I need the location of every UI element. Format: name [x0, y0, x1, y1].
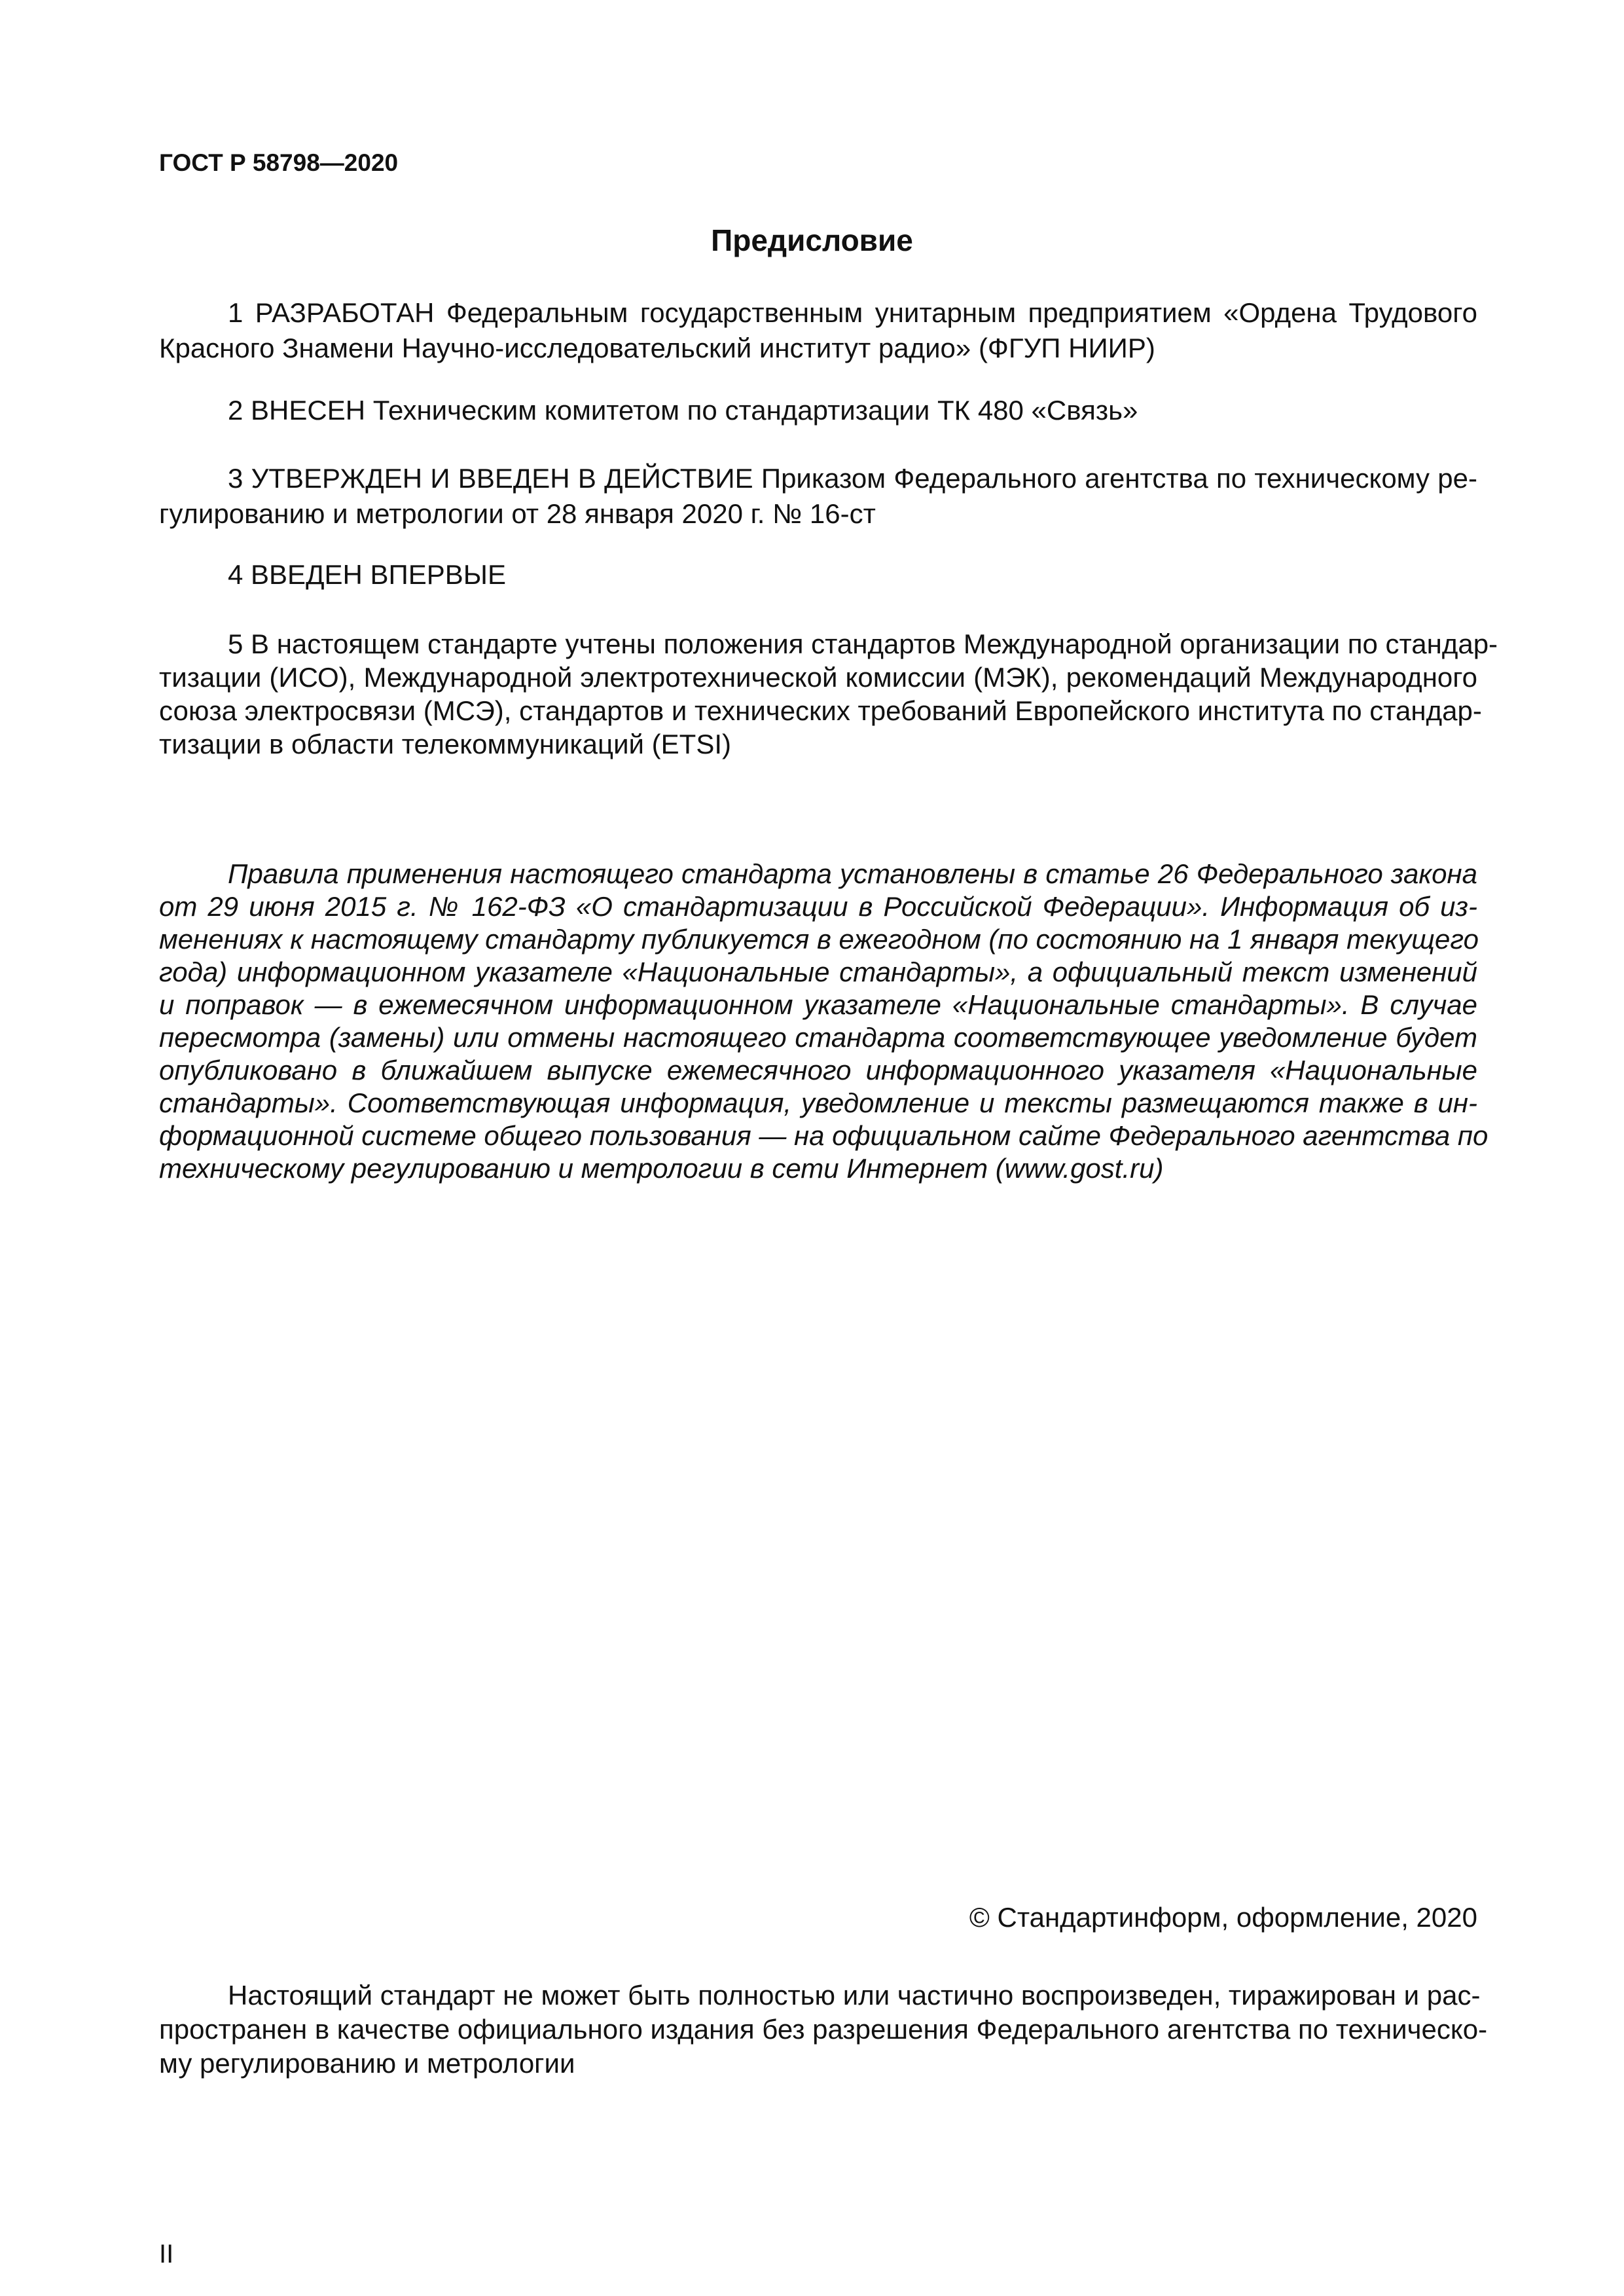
notice-line-3: менениях к настоящему стандарту публикуется в ежегодном (по состоянию на 1 января текущего	[159, 924, 1479, 955]
item-5-line-2: тизации (ИСО), Международной электротехнической комиссии (МЭК), рекомендаций Международного	[159, 662, 1477, 693]
item-2-line-1: 2 ВНЕСЕН Техническим комитетом по стандартизации ТК 480 «Связь»	[228, 395, 1138, 426]
notice-line-10: техническому регулированию и метрологии в сети Интернет (www.gost.ru)	[159, 1153, 1164, 1184]
notice-line-7: опубликовано в ближайшем выпуске ежемесячного информационного указателя «Национальные	[159, 1055, 1477, 1085]
item-5-line-4: тизации в области телекоммуникаций (ETSI)	[159, 729, 732, 759]
page-number: II	[159, 2240, 174, 2269]
copyright-text: © Стандартинформ, оформление, 2020	[969, 1902, 1477, 1933]
item-3-line-1: 3 УТВЕРЖДЕН И ВВЕДЕН В ДЕЙСТВИЕ Приказом Федерального агентства по техническому ре-	[228, 463, 1477, 494]
item-4-line-1: 4 ВВЕДЕН ВПЕРВЫЕ	[228, 559, 506, 590]
notice-line-8: стандарты». Соответствующая информация, уведомление и тексты размещаются также в ин-	[159, 1087, 1477, 1118]
notice-line-1: Правила применения настоящего стандарта установлены в статье 26 Федерального закона	[228, 858, 1477, 889]
reproduction-line-3: му регулированию и метрологии	[159, 2048, 575, 2079]
notice-line-6: пересмотра (замены) или отмены настоящего стандарта соответствующее уведомление будет	[159, 1022, 1477, 1053]
notice-line-9: формационной системе общего пользования — на официальном сайте Федерального агентства по	[159, 1120, 1489, 1151]
reproduction-line-2: пространен в качестве официального издания без разрешения Федерального агентства по техническо-	[159, 2014, 1488, 2045]
notice-line-5: и поправок — в ежемесячном информационном указателе «Национальные стандарты». В случае	[159, 989, 1477, 1020]
page-title: Предисловие	[711, 223, 913, 257]
item-5-line-3: союза электросвязи (МСЭ), стандартов и технических требований Европейского института по стандар-	[159, 695, 1482, 726]
item-5-line-1: 5 В настоящем стандарте учтены положения стандартов Международной организации по стандар-	[228, 629, 1498, 659]
notice-line-4: года) информационном указателе «Национальные стандарты», а официальный текст изменений	[159, 957, 1477, 987]
reproduction-line-1: Настоящий стандарт не может быть полностью или частично воспроизведен, тиражирован и рас-	[228, 1980, 1481, 2011]
notice-line-2: от 29 июня 2015 г. № 162-ФЗ «О стандартизации в Российской Федерации». Информация об из-	[159, 891, 1477, 922]
item-1-line-1: 1 РАЗРАБОТАН Федеральным государственным унитарным предприятием «Ордена Трудового	[228, 297, 1477, 328]
document-code: ГОСТ Р 58798—2020	[159, 149, 399, 176]
item-1-line-2: Красного Знамени Научно-исследовательский институт радио» (ФГУП НИИР)	[159, 333, 1155, 363]
item-3-line-2: гулированию и метрологии от 28 января 2020 г. № 16-ст	[159, 498, 876, 529]
